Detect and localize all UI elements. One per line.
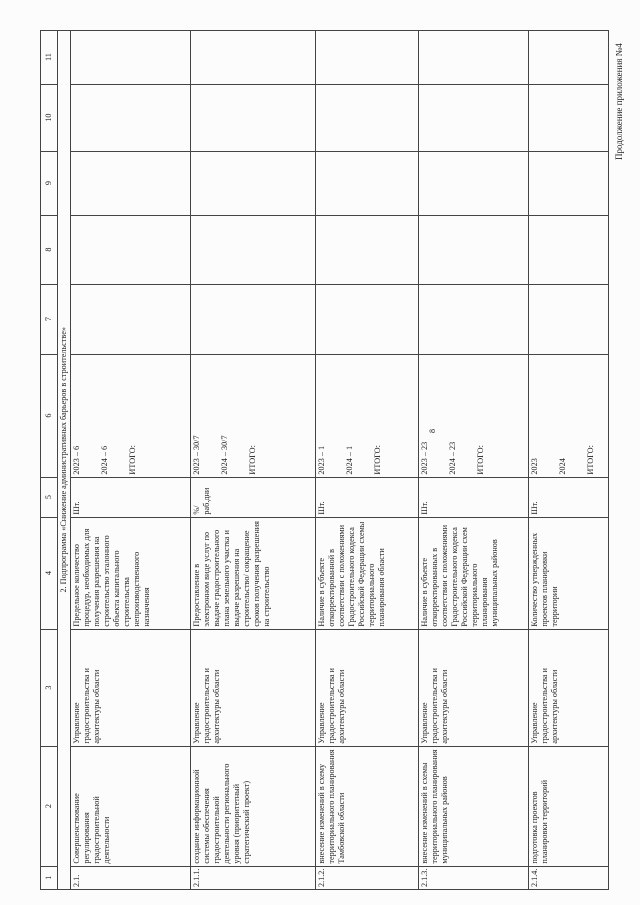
column-numbers-row <box>41 30 58 889</box>
col-header: 1 <box>41 866 58 889</box>
executor: Управление градостроительства и архитектуры области <box>529 629 609 746</box>
indicator: Предоставление в электронном виде услуг по выдаче градостроительного плана земельного участка и выдаче разрешения на строительство/ сокращение сроков получения разрешения на строительство <box>191 517 316 629</box>
table-row <box>419 30 529 889</box>
col-header: 11 <box>41 30 58 84</box>
target-values <box>71 354 191 477</box>
table-row <box>316 30 419 889</box>
target-values <box>419 354 529 477</box>
executor: Управление градостроительства и архитектуры области <box>316 629 419 746</box>
table-row <box>191 30 316 889</box>
measure-name: внесение изменений в схему территориального планирования Тамбовской области <box>316 746 419 866</box>
target-values <box>529 354 609 477</box>
value-total: ИТОГО: <box>248 445 257 475</box>
indicator: Наличие в субъекте откорректированных в соответствии с положениями Градостроительного кодекса Российской Федерации схем территориального планирования муниципальных районов <box>419 517 529 629</box>
value-total: ИТОГО: <box>476 445 485 475</box>
value-2023: 2023 – 23 <box>420 441 429 475</box>
measure-name: Совершенствование регулирования градостроительной деятельности <box>71 746 191 866</box>
indicator: Количество утвержденных проектов планировки территории <box>529 517 609 629</box>
col-header: 8 <box>41 215 58 284</box>
row-number: 2.1.2. <box>316 866 419 889</box>
unit: %/раб.дни <box>191 477 316 517</box>
value-2023: 2023 – 6 <box>72 445 81 475</box>
col-header: 10 <box>41 84 58 151</box>
value-2024: 2024 – 30/7 <box>220 435 229 475</box>
unit: Шт. <box>316 477 419 517</box>
col-header: 5 <box>41 477 58 517</box>
col-header: 2 <box>41 746 58 866</box>
col-header: 4 <box>41 517 58 629</box>
measure-name: подготовка проектов планировки территорий <box>529 746 609 866</box>
indicator: Наличие в субъекте откорректированной в соответствии с положениями Градостроительного кодекса Российской Федерации схемы территориального планирования области <box>316 517 419 629</box>
row-number: 2.1.4. <box>529 866 609 889</box>
table-row <box>71 30 191 889</box>
row-number: 2.1. <box>71 866 191 889</box>
value-2024: 2024 – 6 <box>100 445 109 475</box>
unit: Шт. <box>71 477 191 517</box>
section-title: 2. Подпрограмма «Снижение административных барьеров в строительстве» <box>58 30 71 889</box>
table-row <box>529 30 609 889</box>
target-values <box>191 354 316 477</box>
row-number: 2.1.3. <box>419 866 529 889</box>
section-row <box>58 30 71 889</box>
value-2024: 2024 – 1 <box>345 445 354 475</box>
executor: Управление градостроительства и архитектуры области <box>71 629 191 746</box>
executor: Управление градостроительства и архитектуры области <box>419 629 529 746</box>
value-total: ИТОГО: <box>373 445 382 475</box>
unit: Шт. <box>529 477 609 517</box>
indicator: Предельное количество процедур, необходимых для получения разрешения на строительство эталонного объекта капитального строительства непроизводственного назначения <box>71 517 191 629</box>
unit: Шт. <box>419 477 529 517</box>
row-number: 2.1.1. <box>191 866 316 889</box>
program-table <box>40 30 609 890</box>
page-mark: 8 <box>428 429 437 433</box>
measure-name: внесение изменений в схемы территориального планирования муниципальных районов <box>419 746 529 866</box>
col-header: 7 <box>41 284 58 354</box>
value-2024: 2024 – 23 <box>448 441 457 475</box>
value-2024: 2024 <box>558 458 567 475</box>
value-2023: 2023 – 1 <box>317 445 326 475</box>
col-header: 3 <box>41 629 58 746</box>
continuation-note: Продолжение приложения №4 <box>614 43 624 160</box>
executor: Управление градостроительства и архитектуры области <box>191 629 316 746</box>
value-total: ИТОГО: <box>586 445 595 475</box>
value-total: ИТОГО: <box>128 445 137 475</box>
measure-name: создание информационной системы обеспечения градостроительной деятельности регионального уровня (приоритетный стратегический проект) <box>191 746 316 866</box>
target-values <box>316 354 419 477</box>
value-2023: 2023 – 30/7 <box>192 435 201 475</box>
col-header: 6 <box>41 354 58 477</box>
value-2023: 2023 <box>530 458 539 475</box>
col-header: 9 <box>41 151 58 215</box>
